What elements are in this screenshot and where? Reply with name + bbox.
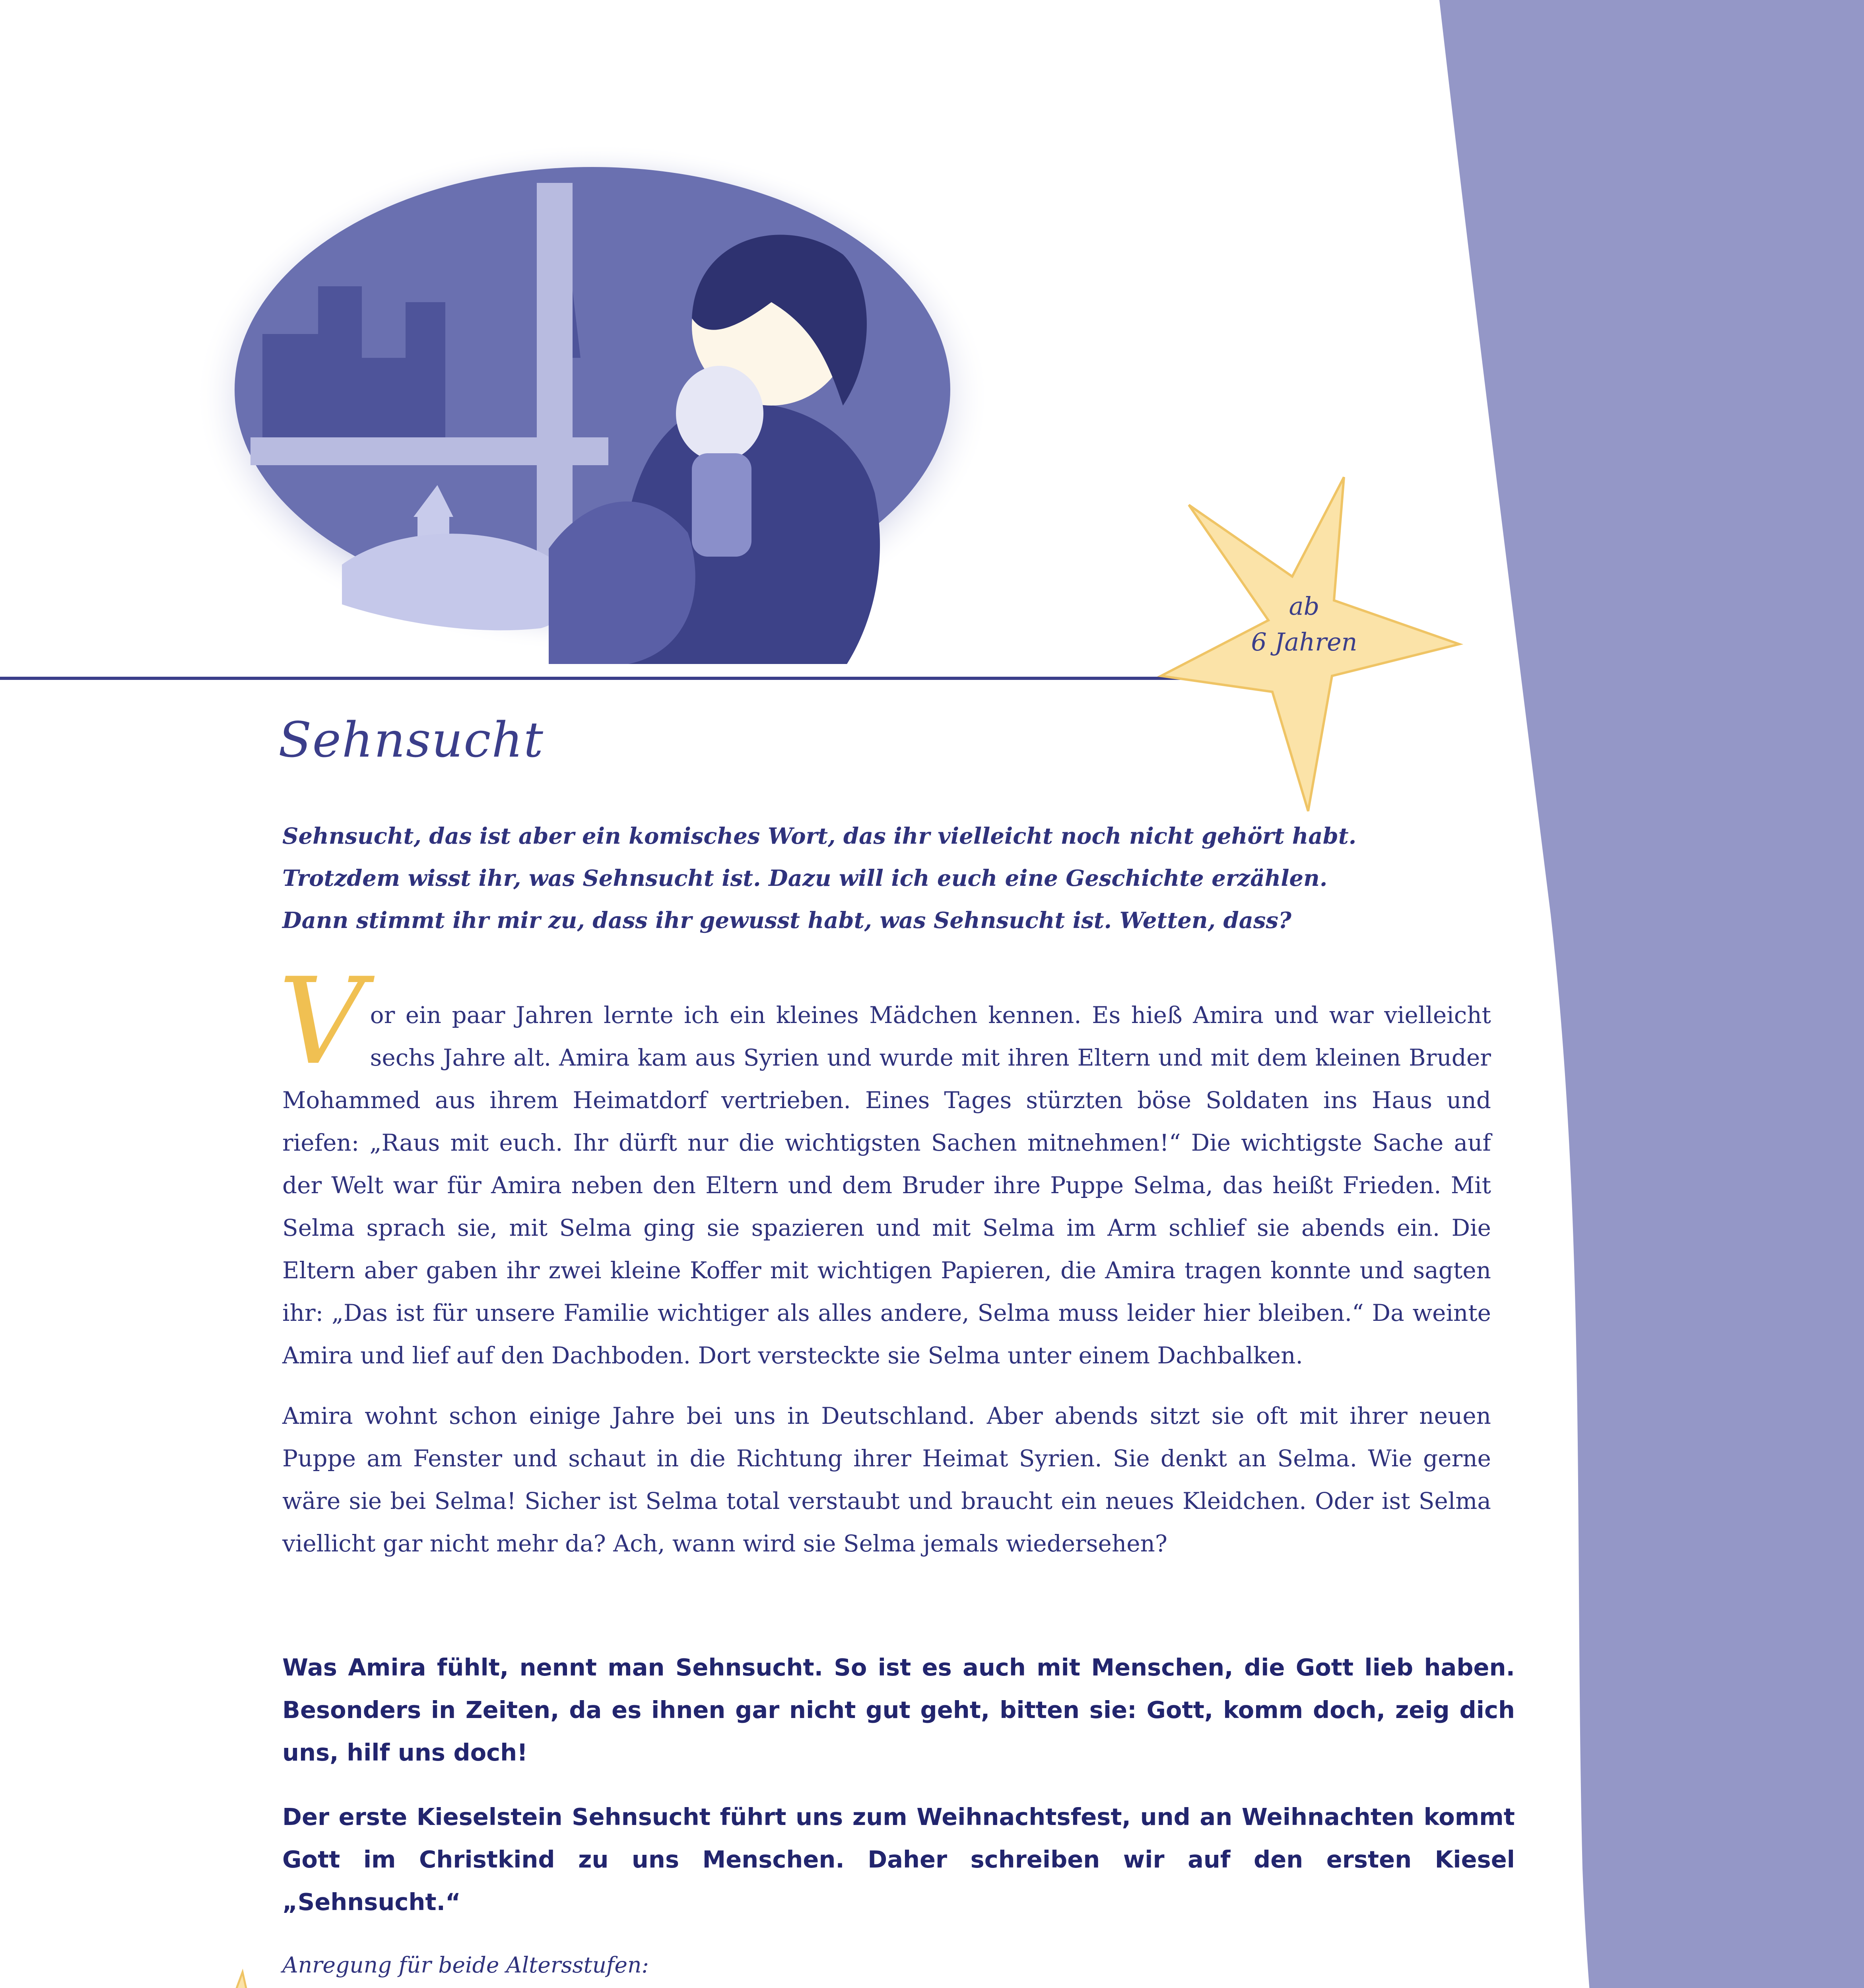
- suggestion-text: [282, 1986, 1499, 1988]
- small-star-icon: [183, 1968, 294, 1988]
- intro-text: Sehnsucht, das ist aber ein komisches Wort, das ihr vielleicht noch nicht gehört habt. Trotzdem wisst ihr, was Sehnsucht ist. Dazu will ich euch eine Geschichte erzählen. Dann stimmt ihr mir zu, dass ihr gewusst habt, was Sehnsucht ist. Wetten, dass?: [282, 823, 1357, 934]
- drop-cap: V: [278, 952, 365, 1091]
- story-paragraph-2: Amira wohnt schon einige Jahre bei uns in Deutschland. Aber abends sitzt sie oft mit ihrer neuen Puppe am Fenster und schaut in die Richtung ihrer Heimat Syrien. Sie denkt an Selma. Wie gerne wäre sie bei Selma! Sicher ist Selma total verstaubt und braucht ein neues Kleidchen. Oder ist Selma viellicht gar nicht mehr da? Ach, wann wird sie Selma jemals wiedersehen?: [282, 1402, 1491, 1557]
- suggestion-block: [282, 1944, 1499, 1988]
- girl-at-window-illustration: [191, 135, 998, 664]
- age-badge-line-1: ab: [1289, 592, 1320, 621]
- suggestion-heading: Anregung für beide Altersstufen:: [282, 1952, 649, 1978]
- story-paragraph-1: [278, 952, 1491, 1377]
- page-title: Sehnsucht: [278, 712, 544, 768]
- emphasis-paragraph-1: Was Amira fühlt, nennt man Sehnsucht. So ist es auch mit Menschen, die Gott lieb haben. Besonders in Zeiten, da es ihnen gar nicht gut geht, bitten sie: Gott, komm doch, zeig dich uns, hilf uns doch!: [282, 1654, 1515, 1766]
- age-badge-line-2: 6 Jahren: [1251, 627, 1357, 656]
- emphasis-section: [282, 1646, 1515, 1945]
- story-paragraph-1-text: or ein paar Jahren lernte ich ein kleines Mädchen kennen. Es hieß Amira und war vielleicht sechs Jahre alt. Amira kam aus Syrien und wurde mit ihren Eltern und mit dem kleinen Bruder Mohammed aus ihrem Heimatdorf vertrieben. Eines Tages stürzten böse Soldaten ins Haus und riefen: „Raus mit euch. Ihr dürft nur die wichtigsten Sachen mitnehmen!“ Die wichtigste Sache auf der Welt war für Amira neben den Eltern und dem Bruder ihre Puppe Selma, das heißt Frieden. Mit Selma sprach sie, mit Selma ging sie spazieren und mit Selma im Arm schlief sie abends ein. Die Eltern aber gaben ihr zwei kleine Koffer mit wichtigen Papieren, die Amira tragen konnte und sagten ihr: „Das ist für unsere Familie wichtiger als alles andere, Selma muss leider hier bleiben.“ Da weinte Amira und lief auf den Dachboden. Dort versteckte sie Selma unter einem Dachbalken.: [282, 1002, 1491, 1369]
- story: [278, 952, 1491, 1583]
- age-badge: [1225, 588, 1384, 660]
- emphasis-paragraph-2: Der erste Kieselstein Sehnsucht führt uns zum Weihnachtsfest, und an Weihnachten kommt Gott im Christkind zu uns Menschen. Daher schreiben wir auf den ersten Kiesel „Sehnsucht.“: [282, 1803, 1515, 1916]
